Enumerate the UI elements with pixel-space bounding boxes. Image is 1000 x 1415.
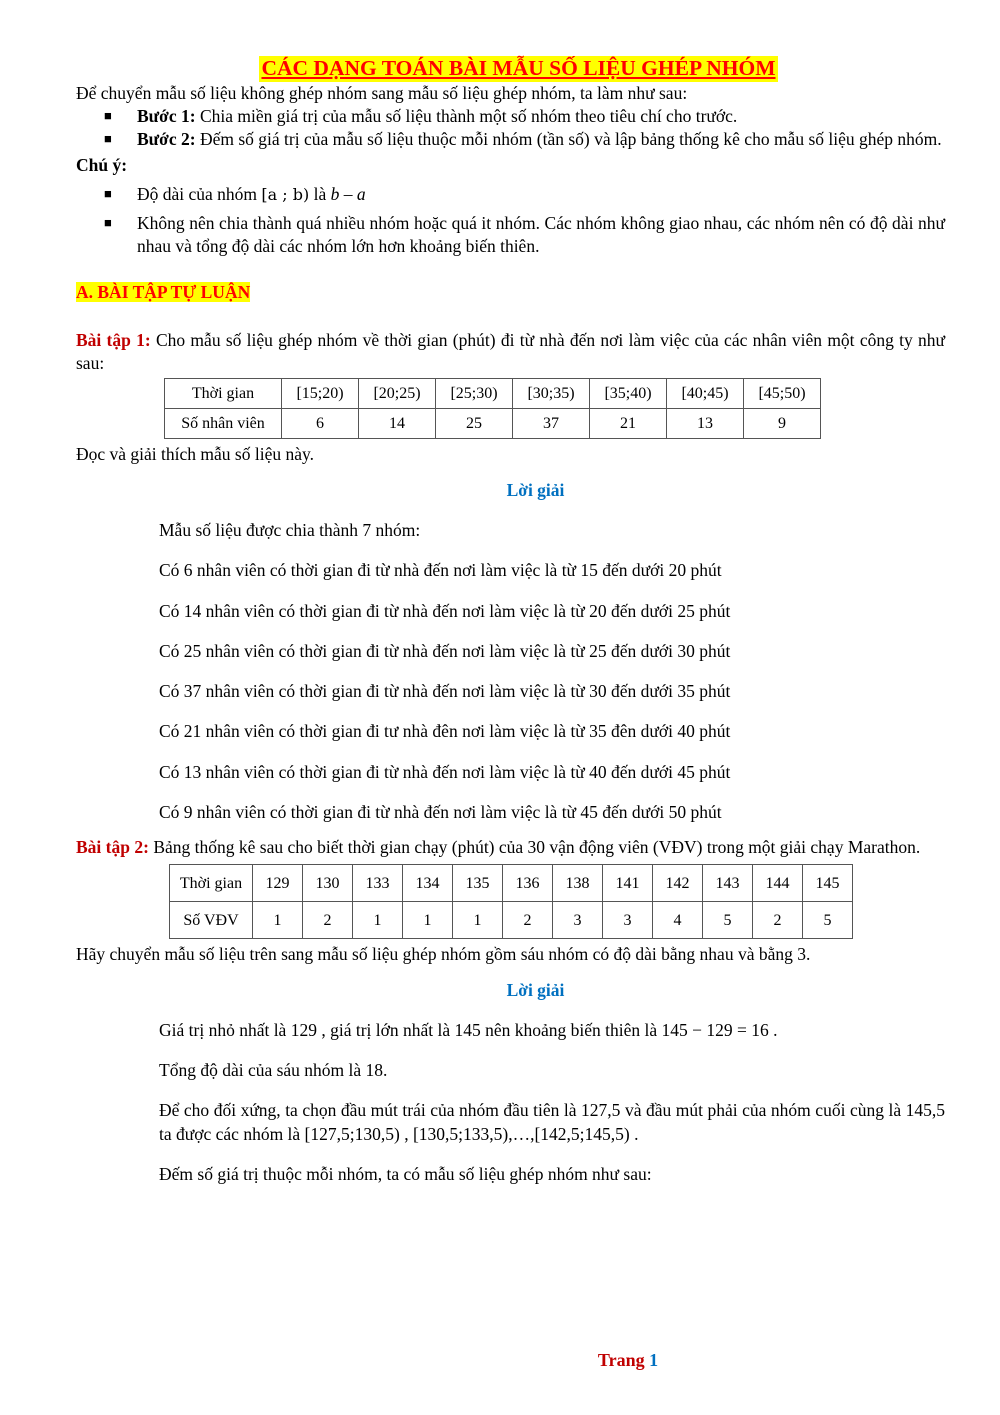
exercise-1-prompt (76, 329, 945, 376)
table-header-cell: Thời gian (170, 865, 253, 902)
interval-cell: [35;40) (590, 379, 667, 409)
solution-line: Tổng độ dài của sáu nhóm là 18. (159, 1060, 388, 1081)
interval-cell: [25;30) (436, 379, 513, 409)
solution-line: Để cho đối xứng, ta chọn đầu mút trái của nhóm đầu tiên là 127,5 và đầu mút phải của nhóm cuối cùng là 145,5 ta được các nhóm là [127,5;130,5) , [130,5;133,5),…,[142,5;145,5) . (159, 1100, 945, 1144)
count-cell: 3 (553, 902, 603, 939)
page-content (76, 56, 945, 1186)
count-cell: 14 (359, 409, 436, 439)
solution-line: Có 37 nhân viên có thời gian đi từ nhà đến nơi làm việc là từ 30 đến dưới 35 phút (159, 681, 731, 702)
exercise-1-solution-title: Lời giải (506, 479, 565, 500)
table-header-cell: Số VĐV (170, 902, 253, 939)
table-row (165, 379, 821, 409)
note-title: Chú ý: (76, 154, 128, 175)
solution-line: Có 6 nhân viên có thời gian đi từ nhà đến nơi làm việc là từ 15 đến dưới 20 phút (159, 560, 722, 581)
exercise-2-solution-title: Lời giải (506, 979, 565, 1000)
note-item (76, 183, 945, 206)
time-cell: 135 (453, 865, 503, 902)
steps-list (76, 105, 945, 152)
solution-line: Giá trị nhỏ nhất là 129 , giá trị lớn nhất là 145 nên khoảng biến thiên là 145 − 129 = 16 . (159, 1019, 778, 1040)
count-cell: 13 (667, 409, 744, 439)
note1-pre: Độ dài của nhóm (137, 183, 262, 204)
section-a-label: A. BÀI TẬP TỰ LUẬN (76, 281, 251, 302)
title-wrap (76, 56, 945, 82)
time-cell: 130 (303, 865, 353, 902)
solution-line: Có 25 nhân viên có thời gian đi từ nhà đến nơi làm việc là từ 25 đến dưới 30 phút (159, 640, 731, 661)
time-cell: 133 (353, 865, 403, 902)
count-cell: 5 (703, 902, 753, 939)
count-cell: 4 (653, 902, 703, 939)
count-cell: 1 (403, 902, 453, 939)
time-cell: 143 (703, 865, 753, 902)
step-label: Bước 2: (137, 129, 196, 150)
interval-cell: [40;45) (667, 379, 744, 409)
square-bullet-icon: ■ (104, 215, 112, 231)
time-cell: 144 (753, 865, 803, 902)
step-item (76, 128, 945, 151)
table-row (165, 409, 821, 439)
square-bullet-icon: ■ (104, 185, 112, 201)
note2-text: Không nên chia thành quá nhiều nhóm hoặc quá it nhóm. Các nhóm không giao nhau, các nhóm nên có độ dài như nhau và tổng độ dài các nhóm lớn hơn khoảng biến thiên. (137, 213, 945, 257)
interval-cell: [30;35) (513, 379, 590, 409)
exercise-2-prompt (76, 836, 945, 859)
count-cell: 2 (503, 902, 553, 939)
time-cell: 138 (553, 865, 603, 902)
exercise-2-table (169, 864, 853, 939)
solution-line: Có 9 nhân viên có thời gian đi từ nhà đến nơi làm việc là từ 45 đến dưới 50 phút (159, 801, 722, 822)
note1-result: b – a (330, 183, 366, 204)
exercise-1-label: Bài tập 1: (76, 329, 151, 350)
count-cell: 9 (744, 409, 821, 439)
note-item (76, 212, 945, 259)
solution-line: Có 14 nhân viên có thời gian đi từ nhà đến nơi làm việc là từ 20 đến dưới 25 phút (159, 600, 731, 621)
footer-page-word: Trang (597, 1350, 645, 1370)
square-bullet-icon: ■ (104, 131, 112, 147)
count-cell: 21 (590, 409, 667, 439)
exercise-1-question: Đọc và giải thích mẫu số liệu này. (76, 444, 314, 465)
exercise-2-question: Hãy chuyển mẫu số liệu trên sang mẫu số liệu ghép nhóm gồm sáu nhóm có độ dài bằng nhau và bằng 3. (76, 944, 811, 965)
note1-mid: là (309, 183, 331, 204)
count-cell: 6 (282, 409, 359, 439)
time-cell: 136 (503, 865, 553, 902)
exercise-2-text: Bảng thống kê sau cho biết thời gian chạy (phút) của 30 vận động viên (VĐV) trong một giải chạy Marathon. (148, 837, 921, 858)
solution-line: Có 13 nhân viên có thời gian đi từ nhà đến nơi làm việc là từ 40 đến dưới 45 phút (159, 761, 731, 782)
table-row (170, 902, 853, 939)
count-cell: 3 (603, 902, 653, 939)
time-cell: 142 (653, 865, 703, 902)
step-text: Chia miền giá trị của mẫu số liệu thành một số nhóm theo tiêu chí cho trước. (195, 106, 738, 127)
exercise-1-solution (76, 519, 945, 824)
notes-list (76, 183, 945, 259)
time-cell: 145 (803, 865, 853, 902)
count-cell: 37 (513, 409, 590, 439)
exercise-2-solution (76, 1019, 945, 1186)
interval-cell: [15;20) (282, 379, 359, 409)
solution-line: Có 21 nhân viên có thời gian đi tư nhà đên nơi làm việc là từ 35 đên dưới 40 phút (159, 721, 731, 742)
step-text: Đếm số giá trị của mẫu số liệu thuộc mỗi nhóm (tần số) và lập bảng thống kê cho mẫu số liệu ghép nhóm. (195, 129, 942, 150)
solution-line: Mẫu số liệu được chia thành 7 nhóm: (159, 519, 421, 540)
interval-cell: [45;50) (744, 379, 821, 409)
footer-page-number: 1 (649, 1350, 659, 1370)
count-cell: 1 (253, 902, 303, 939)
count-cell: 1 (353, 902, 403, 939)
exercise-2-label: Bài tập 2: (76, 837, 149, 858)
step-label: Bước 1: (137, 106, 196, 127)
table-row (170, 865, 853, 902)
exercise-1-text: Cho mẫu số liệu ghép nhóm về thời gian (phút) đi từ nhà đến nơi làm việc của các nhân viên một công ty như sau: (76, 329, 945, 374)
time-cell: 129 (253, 865, 303, 902)
count-cell: 2 (753, 902, 803, 939)
square-bullet-icon: ■ (104, 108, 112, 124)
step-item (76, 105, 945, 128)
note1-math: [a ; b) (261, 184, 310, 204)
count-cell: 1 (453, 902, 503, 939)
time-cell: 141 (603, 865, 653, 902)
time-cell: 134 (403, 865, 453, 902)
page-footer (0, 1349, 1000, 1373)
section-a-heading (76, 281, 945, 304)
interval-cell: [20;25) (359, 379, 436, 409)
intro-text: Để chuyển mẫu số liệu không ghép nhóm sang mẫu số liệu ghép nhóm, ta làm như sau: (76, 82, 688, 103)
solution-line: Đếm số giá trị thuộc mỗi nhóm, ta có mẫu số liệu ghép nhóm như sau: (159, 1163, 652, 1184)
page-title: CÁC DẠNG TOÁN BÀI MẪU SỐ LIỆU GHÉP NHÓM (261, 56, 776, 80)
count-cell: 2 (303, 902, 353, 939)
exercise-1-table (164, 378, 821, 439)
count-cell: 25 (436, 409, 513, 439)
table-header-cell: Số nhân viên (165, 409, 282, 439)
count-cell: 5 (803, 902, 853, 939)
table-header-cell: Thời gian (165, 379, 282, 409)
